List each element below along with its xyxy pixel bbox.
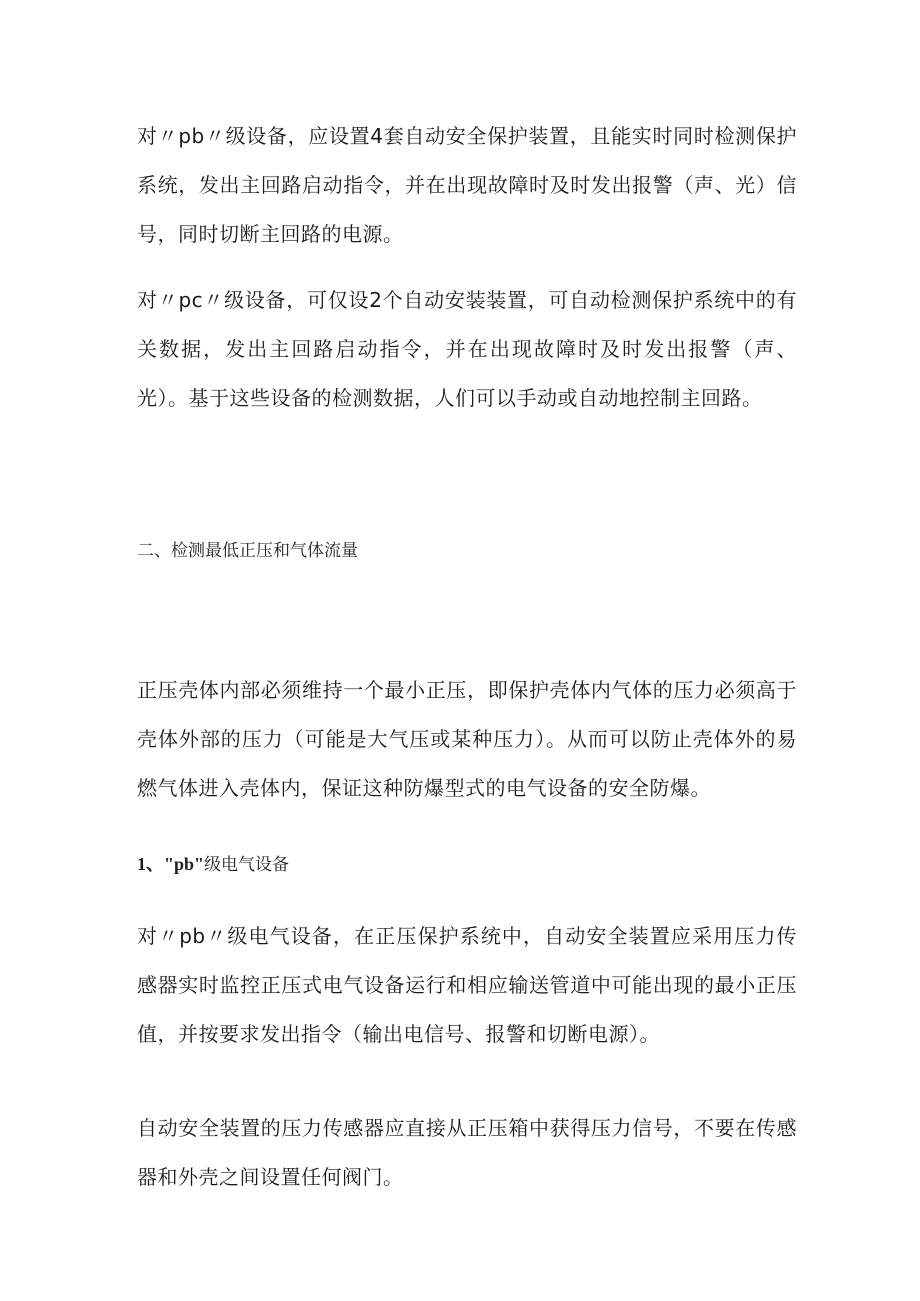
- paragraph-pc-devices: 对〃pc〃级设备，可仅设2个自动安装装置，可自动检测保护系统中的有关数据，发出主回路启动指令，并在出现故障时及时发出报警（声、光）。基于这些设备的检测数据，人们可以手动或自动地控制主回路。: [137, 288, 797, 410]
- subsection-title: 级电气设备: [204, 855, 290, 875]
- paragraph-sensor-valve: 自动安全装置的压力传感器应直接从正压箱中获得压力信号，不要在传感器和外壳之间设置任何阀门。: [137, 1116, 797, 1189]
- paragraph-minimum-pressure: 正压壳体内部必须维持一个最小正压，即保护壳体内气体的压力必须高于壳体外部的压力（可能是大气压或某种压力）。从而可以防止壳体外的易燃气体进入壳体内，保证这种防爆型式的电气设备的安全防爆。: [137, 678, 797, 800]
- subsection-heading: [137, 852, 289, 877]
- paragraph-pb-devices: 对〃pb〃级设备，应设置4套自动安全保护装置，且能实时同时检测保护系统，发出主回路启动指令，并在出现故障时及时发出报警（声、光）信号，同时切断主回路的电源。: [137, 124, 797, 246]
- section-heading: 二、检测最低正压和气体流量: [137, 541, 358, 561]
- paragraph-pb-pressure-sensor: 对〃pb〃级电气设备，在正压保护系统中，自动安全装置应采用压力传感器实时监控正压式电气设备运行和相应输送管道中可能出现的最小正压值，并按要求发出指令（输出电信号、报警和切断电源）。: [137, 924, 797, 1046]
- subsection-number: 1、"pb": [137, 854, 205, 874]
